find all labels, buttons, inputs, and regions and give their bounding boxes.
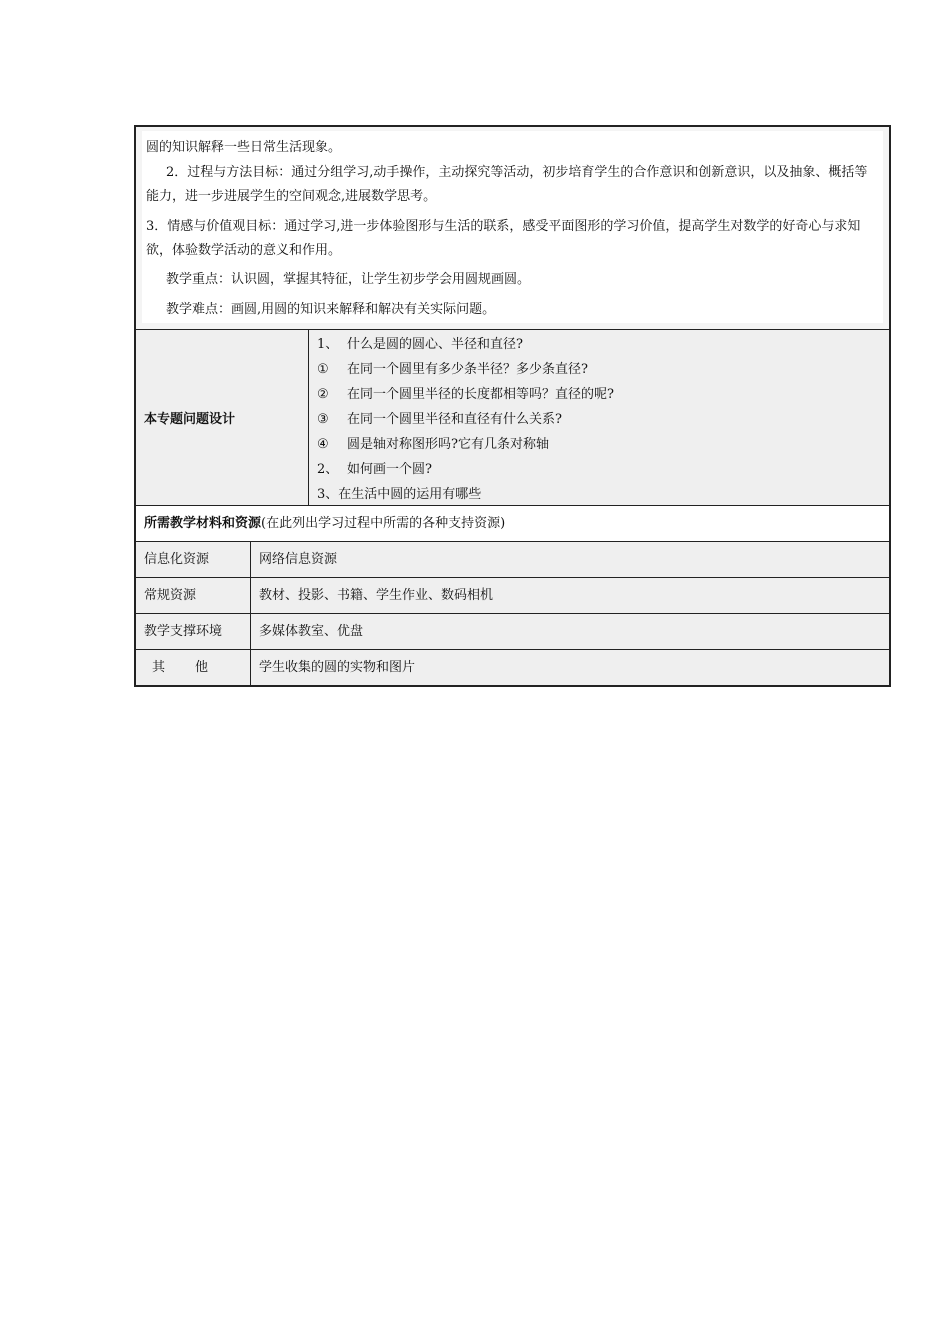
resources-header-title: 所需教学材料和资源 <box>144 516 262 531</box>
question-text: 3、在生活中圆的运用有哪些 <box>317 487 482 502</box>
question-marker: ③ <box>317 412 329 427</box>
question-item <box>317 482 881 507</box>
resource-label: 教学支撑环境 <box>136 614 251 649</box>
resource-label-other <box>136 650 251 685</box>
resource-value-other: 学生收集的圆的实物和图片 <box>259 660 416 675</box>
resource-value: 多媒体教室、优盘 <box>259 624 364 639</box>
question-marker: ② <box>317 387 329 402</box>
question-text: 在同一个圆里有多少条半径？多少条直径? <box>347 362 588 377</box>
objective-process: 2．过程与方法目标：通过分组学习,动手操作，主动探究等活动，初步培育学生的合作意识和创新意识，以及抽象、概括等能力，进一步进展学生的空间观念,进展数学思考。 <box>146 165 868 204</box>
resources-header <box>136 506 513 541</box>
resource-row <box>136 613 889 649</box>
other-label-part-b: 他 <box>195 660 209 675</box>
resource-label: 信息化资源 <box>136 542 251 577</box>
resource-value: 网络信息资源 <box>259 552 338 567</box>
question-item <box>317 457 881 482</box>
question-text: 什么是圆的圆心、半径和直径? <box>347 337 523 352</box>
objective-knowledge-tail: 圆的知识解释一些日常生活现象。 <box>146 140 342 155</box>
question-text: 在同一个圆里半径的长度都相等吗？直径的呢? <box>347 387 614 402</box>
question-design-row <box>136 329 889 505</box>
question-marker: ① <box>317 362 329 377</box>
resource-row <box>136 541 889 577</box>
resource-row <box>136 577 889 613</box>
question-item <box>317 382 881 407</box>
question-text: 圆是轴对称图形吗?它有几条对称轴 <box>347 437 549 452</box>
teaching-key-point: 教学重点：认识圆，掌握其特征，让学生初步学会用圆规画圆。 <box>166 272 531 287</box>
lesson-plan-table <box>134 125 891 687</box>
resources-header-note: (在此列出学习过程中所需的各种支持资源) <box>261 516 506 531</box>
objectives-row <box>136 127 889 329</box>
question-list <box>309 330 889 505</box>
question-item <box>317 407 881 432</box>
question-marker: ④ <box>317 437 329 452</box>
resource-row-other <box>136 649 889 685</box>
resource-value: 教材、投影、书籍、学生作业、数码相机 <box>259 588 494 603</box>
other-label-part-a: 其 <box>152 660 166 675</box>
question-design-label: 本专题问题设计 <box>136 330 309 505</box>
objective-emotion: 3．情感与价值观目标：通过学习,进一步体验图形与生活的联系，感受平面图形的学习价值，提高学生对数学的好奇心与求知欲，体验数学活动的意义和作用。 <box>146 219 861 258</box>
resource-label: 常规资源 <box>136 578 251 613</box>
teaching-difficulty: 教学难点：画圆,用圆的知识来解释和解决有关实际问题。 <box>166 302 496 317</box>
question-item <box>317 432 881 457</box>
question-marker: 1、 <box>317 337 339 352</box>
objectives-cell <box>136 127 889 329</box>
question-text: 在同一个圆里半径和直径有什么关系? <box>347 412 562 427</box>
question-text: 如何画一个圆? <box>347 462 432 477</box>
objectives-content <box>142 131 883 323</box>
question-item <box>317 357 881 382</box>
question-item <box>317 332 881 357</box>
resources-header-row <box>136 505 889 541</box>
question-marker: 2、 <box>317 462 339 477</box>
